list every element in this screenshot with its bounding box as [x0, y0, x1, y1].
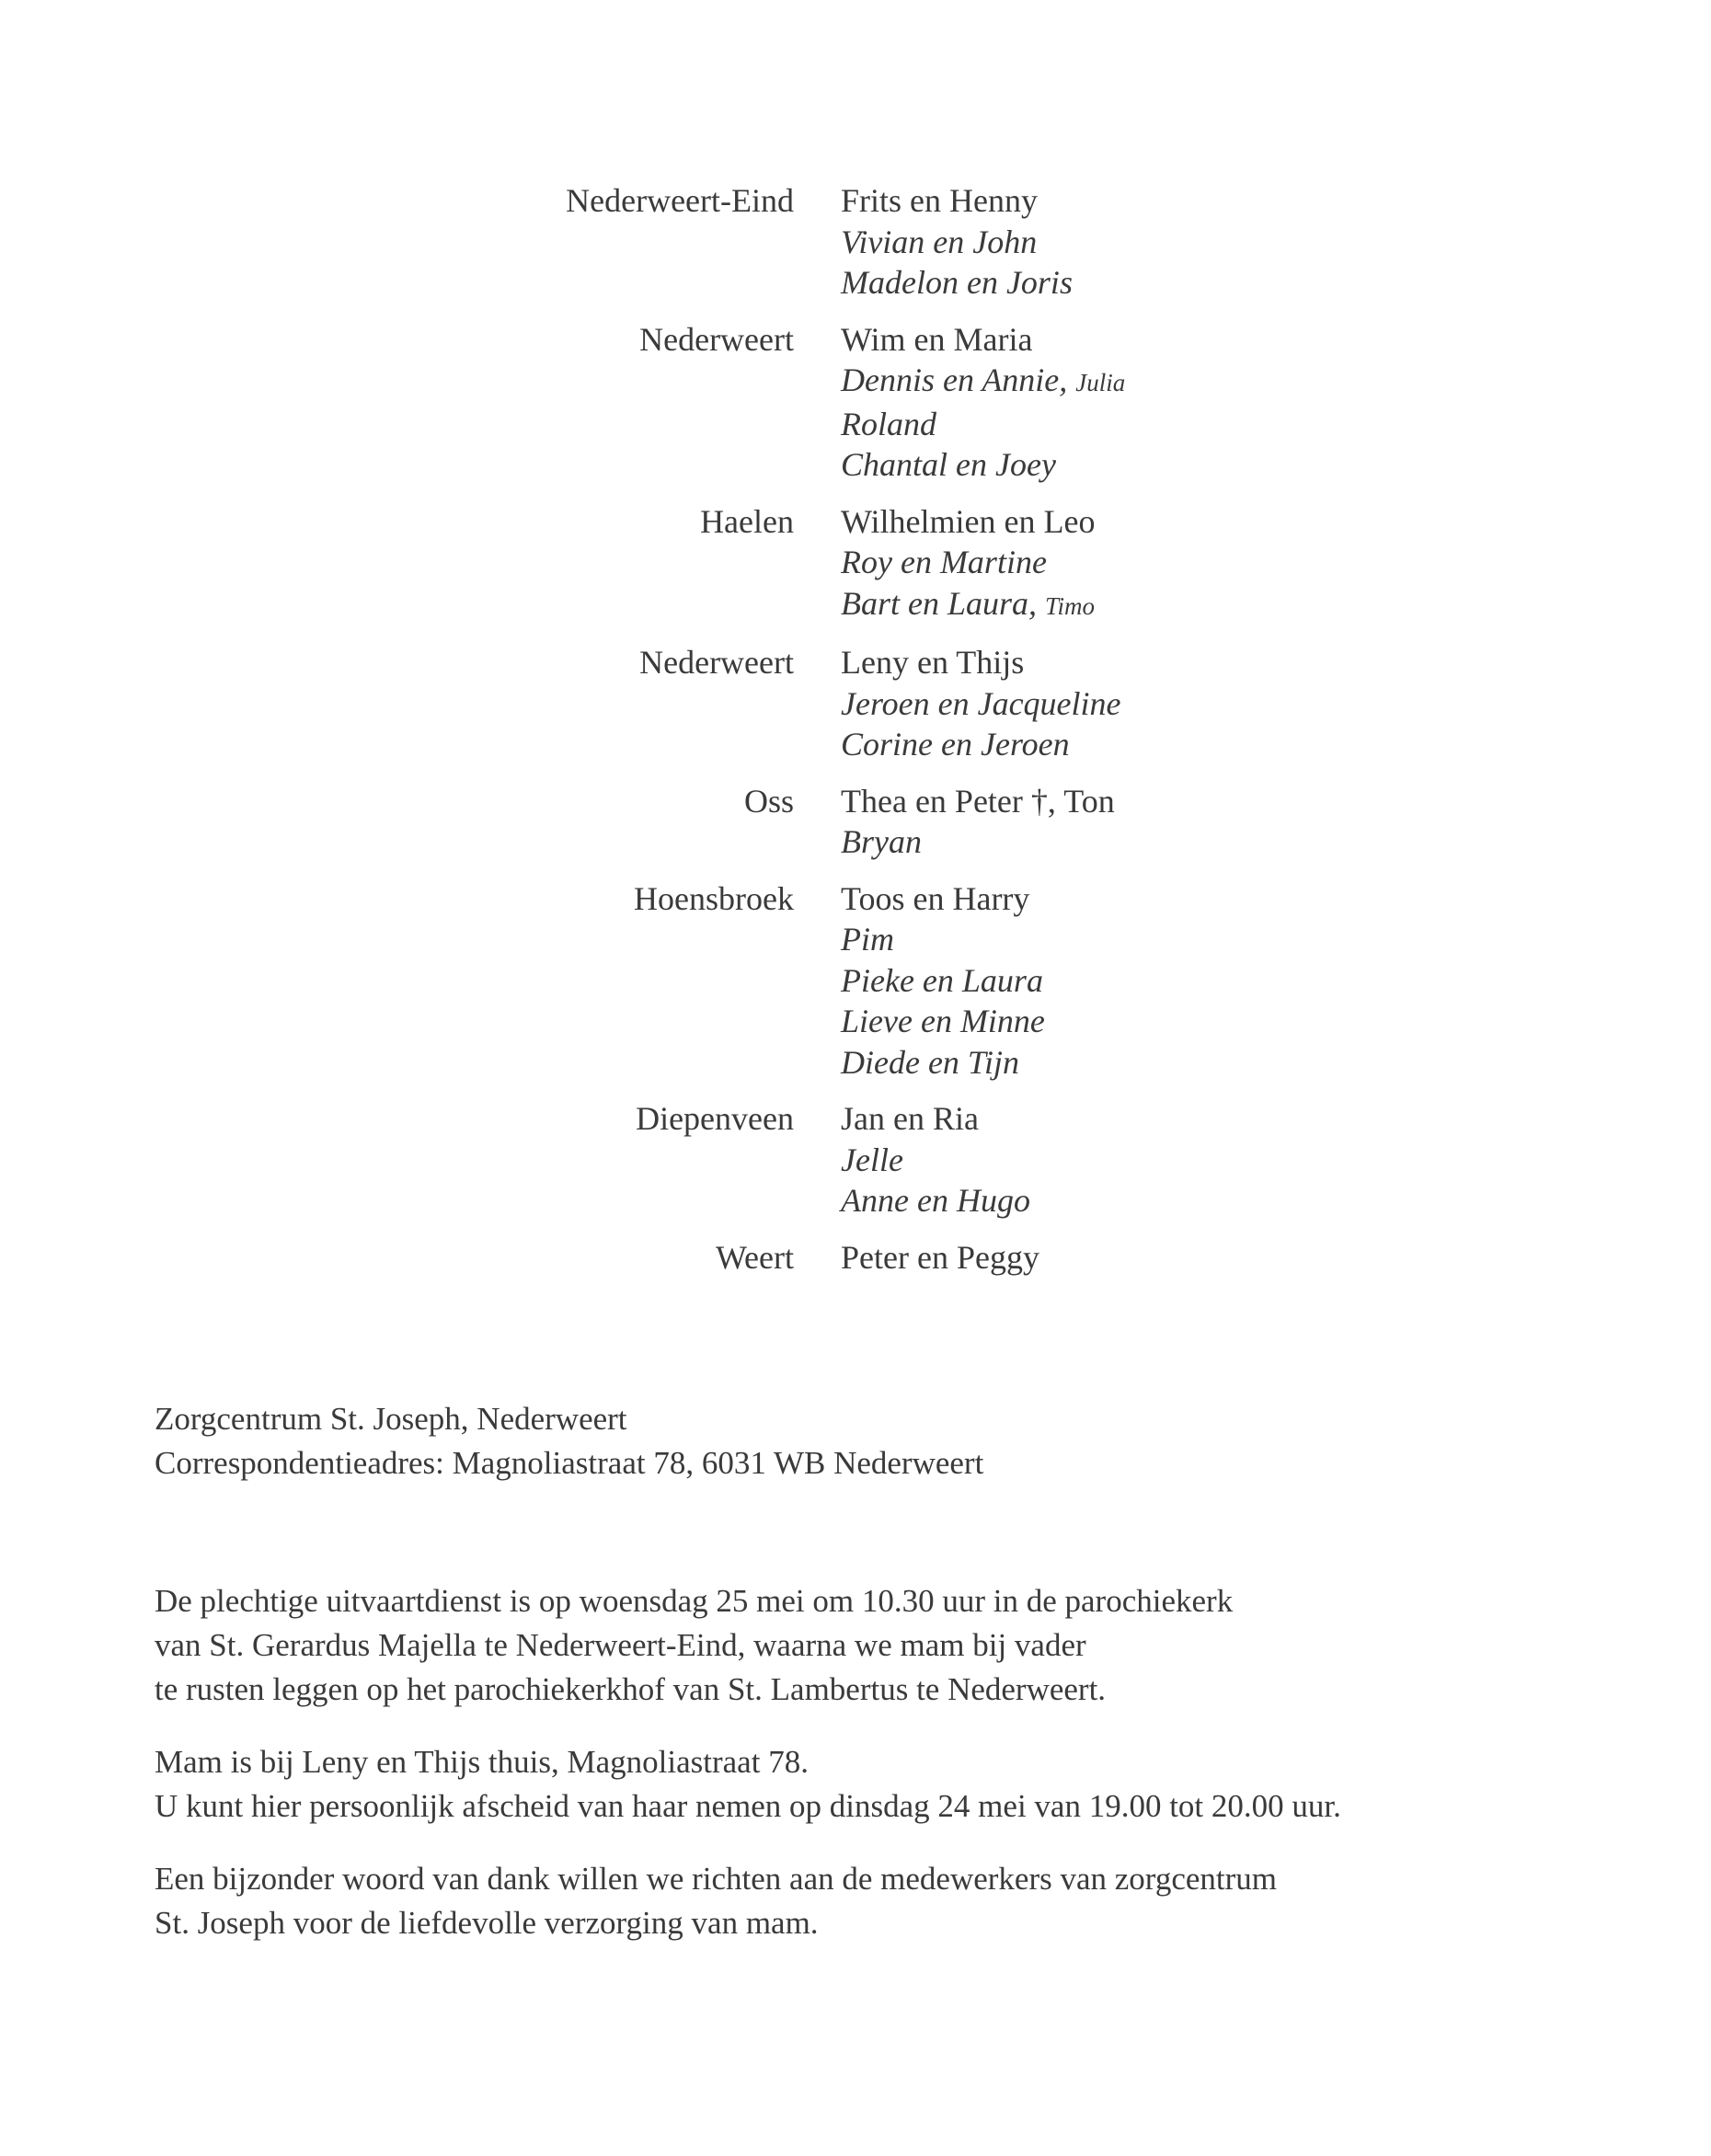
child-name-text: Bryan — [841, 823, 922, 860]
family-child-name — [841, 1042, 1711, 1084]
family-child-name — [841, 542, 1711, 583]
family-child-name — [841, 683, 1711, 725]
family-child-name — [841, 1180, 1711, 1221]
family-group — [0, 781, 1711, 863]
family-child-name — [841, 1001, 1711, 1042]
child-name-text: Corine en Jeroen — [841, 726, 1070, 763]
family-group — [0, 1237, 1711, 1279]
family-names — [841, 781, 1711, 863]
family-group — [0, 642, 1711, 765]
child-name-text: Dennis en Annie, — [841, 361, 1068, 398]
family-group — [0, 1098, 1711, 1221]
visitation-line-2: U kunt hier persoonlijk afscheid van haar nemen op dinsdag 24 mei van 19.00 tot 20.00 uur. — [155, 1788, 1341, 1824]
visitation-line-1: Mam is bij Leny en Thijs thuis, Magnoliastraat 78. — [155, 1744, 809, 1780]
family-primary-name: Wim en Maria — [841, 320, 1033, 358]
family-names — [841, 1098, 1711, 1221]
thanks-paragraph — [155, 1857, 1626, 1945]
child-name-text: Jeroen en Jacqueline — [841, 684, 1121, 722]
family-names — [841, 180, 1711, 304]
family-place: Haelen — [700, 502, 794, 540]
family-place: Diepenveen — [636, 1100, 794, 1137]
child-name-text: Madelon en Joris — [841, 264, 1073, 301]
family-child-name — [841, 724, 1711, 765]
family-names — [841, 1237, 1711, 1279]
family-child-name — [841, 821, 1711, 863]
family-primary-name: Thea en Peter †, Ton — [841, 782, 1115, 820]
family-names — [841, 501, 1711, 627]
visitation-paragraph — [155, 1740, 1626, 1829]
family-child-name — [841, 583, 1711, 627]
announcement-text — [155, 1579, 1626, 1974]
child-name-text: Pieke en Laura — [841, 961, 1043, 999]
family-names — [841, 319, 1711, 486]
family-group — [0, 319, 1711, 486]
family-list — [0, 180, 1711, 1293]
thanks-line-1: Een bijzonder woord van dank willen we richten aan de medewerkers van zorgcentrum — [155, 1861, 1277, 1897]
family-child-name — [841, 1140, 1711, 1181]
family-child-name — [841, 222, 1711, 263]
child-name-text: Roland — [841, 405, 936, 442]
family-group — [0, 501, 1711, 627]
family-primary-name: Peter en Peggy — [841, 1238, 1039, 1276]
family-child-name — [841, 262, 1711, 304]
family-child-name — [841, 444, 1711, 486]
family-primary-name: Frits en Henny — [841, 182, 1038, 219]
family-primary-name: Wilhelmien en Leo — [841, 502, 1096, 540]
child-name-text: Vivian en John — [841, 223, 1038, 260]
address-block — [155, 1397, 983, 1485]
child-name-text: Roy en Martine — [841, 544, 1047, 580]
family-names — [841, 642, 1711, 765]
child-name-text: Jelle — [841, 1141, 903, 1178]
family-primary-name: Toos en Harry — [841, 879, 1030, 917]
family-group — [0, 878, 1711, 1084]
family-primary-name: Leny en Thijs — [841, 644, 1025, 681]
child-name-text: Anne en Hugo — [841, 1182, 1030, 1219]
family-child-name — [841, 404, 1711, 445]
child-name-text: Lieve en Minne — [841, 1003, 1045, 1039]
family-place: Weert — [715, 1238, 794, 1276]
child-name-text: Bart en Laura, — [841, 584, 1038, 622]
address-line-location: Zorgcentrum St. Joseph, Nederweert — [155, 1401, 627, 1437]
service-paragraph — [155, 1579, 1626, 1712]
grandchild-name: Julia — [1075, 369, 1126, 396]
family-place: Hoensbroek — [634, 879, 794, 917]
thanks-line-2: St. Joseph voor de liefdevolle verzorging van mam. — [155, 1905, 819, 1941]
child-name-text: Chantal en Joey — [841, 446, 1056, 483]
address-line-correspondence: Correspondentieadres: Magnoliastraat 78, 6031 WB Nederweert — [155, 1445, 984, 1481]
family-group — [0, 180, 1711, 304]
child-name-text: Diede en Tijn — [841, 1043, 1019, 1081]
grandchild-name: Timo — [1045, 591, 1096, 620]
family-names — [841, 878, 1711, 1084]
child-name-text: Pim — [841, 921, 894, 958]
service-line-1: De plechtige uitvaartdienst is op woensdag 25 mei om 10.30 uur in de parochiekerk — [155, 1583, 1234, 1619]
family-place: Oss — [743, 782, 794, 820]
family-place: Nederweert-Eind — [566, 182, 794, 219]
family-child-name — [841, 360, 1711, 404]
service-line-2: van St. Gerardus Majella te Nederweert-Eind, waarna we mam bij vader — [155, 1627, 1086, 1663]
family-primary-name: Jan en Ria — [841, 1100, 979, 1137]
family-child-name — [841, 960, 1711, 1002]
service-line-3: te rusten leggen op het parochiekerkhof van St. Lambertus te Nederweert. — [155, 1671, 1107, 1707]
family-child-name — [841, 919, 1711, 960]
family-place: Nederweert — [639, 644, 794, 681]
family-place: Nederweert — [639, 320, 794, 358]
